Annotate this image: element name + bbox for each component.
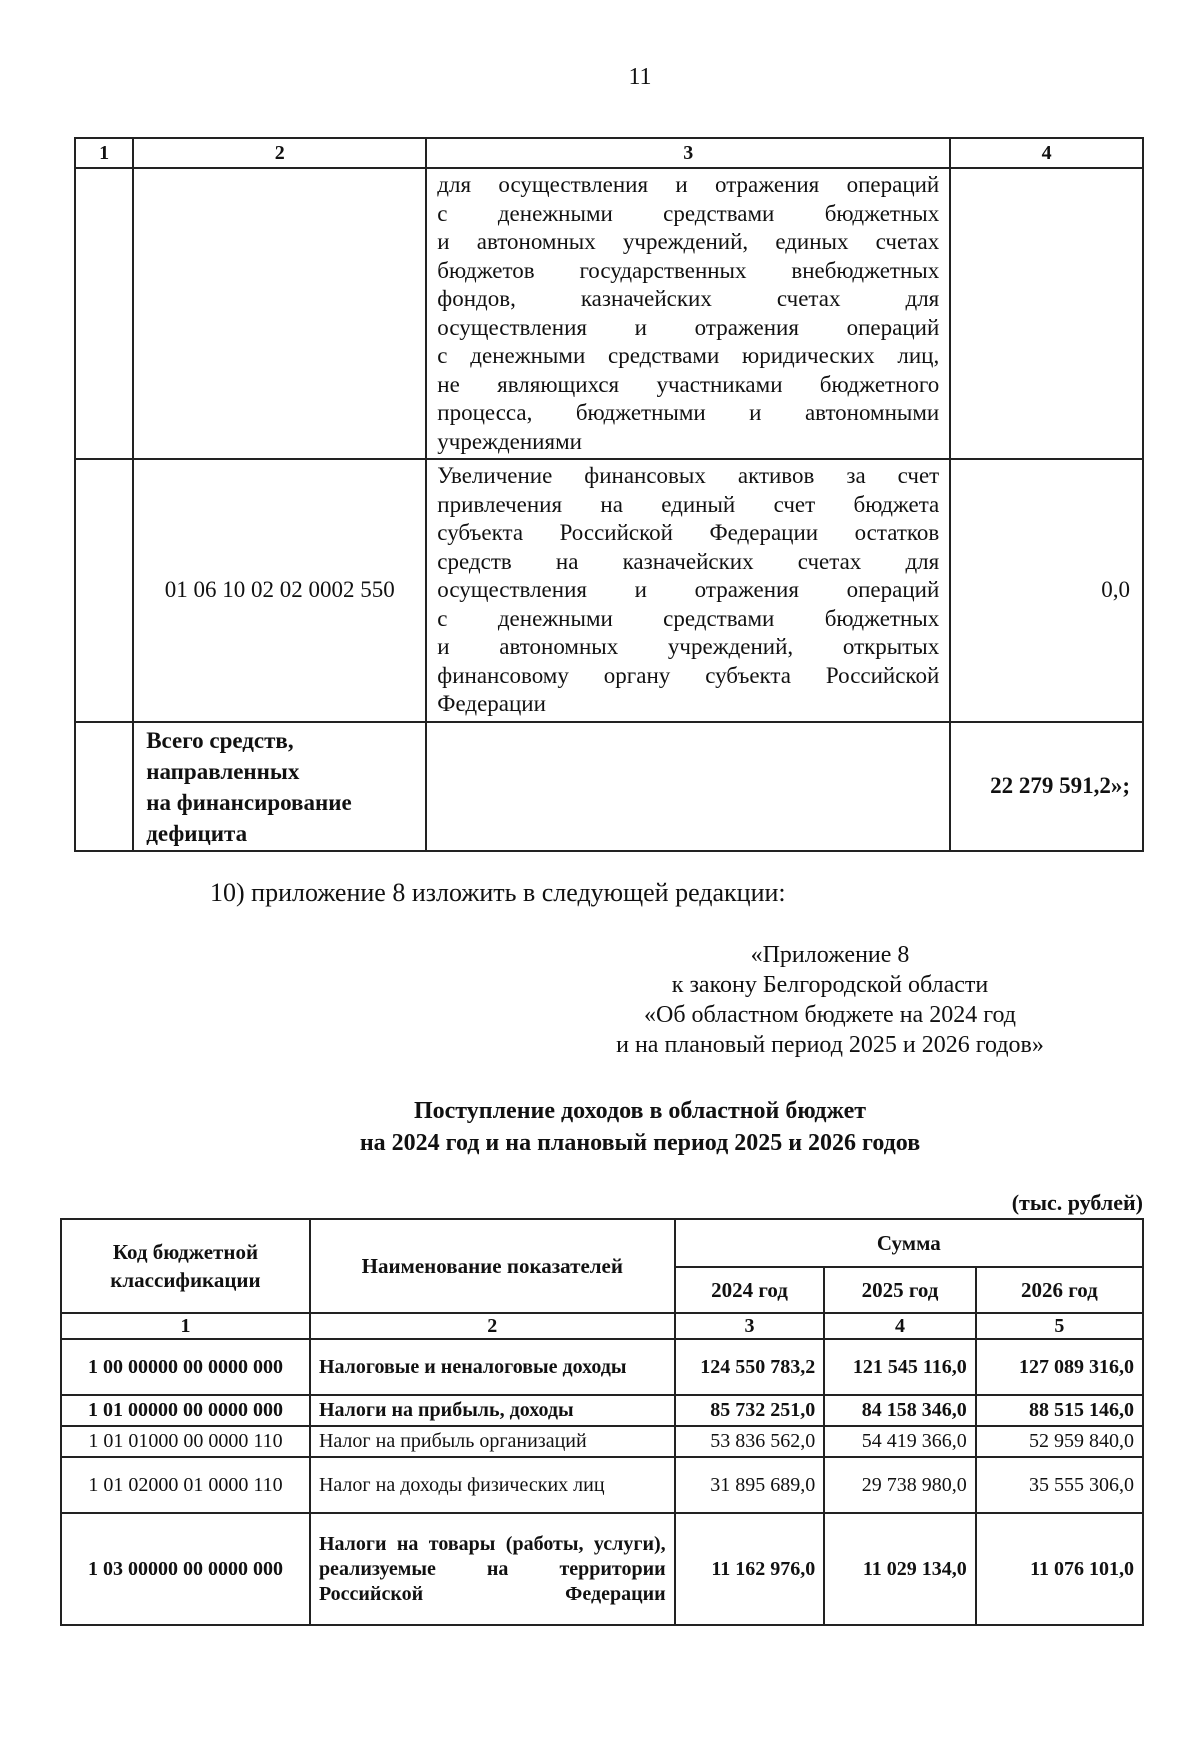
code-cell: 1 01 01000 00 0000 110 — [61, 1426, 310, 1457]
text-line: Федерации — [437, 691, 546, 716]
amount-cell — [950, 168, 1143, 459]
unit-label: (тыс. рублей) — [1011, 1190, 1143, 1215]
table-row — [61, 1426, 1143, 1457]
name-cell: Налог на прибыль организаций — [310, 1426, 675, 1457]
value-2026: 88 515 146,0 — [976, 1395, 1143, 1426]
text-line: фондов, казначейских счетах для — [437, 286, 940, 311]
value-2026: 52 959 840,0 — [976, 1426, 1143, 1457]
column-header-year: 2026 год — [976, 1267, 1143, 1313]
column-number-3: 3 — [426, 138, 950, 168]
text-line: привлечения на единый счет бюджета — [437, 491, 940, 517]
column-number-1: 1 — [75, 138, 133, 168]
value-2026: 127 089 316,0 — [976, 1339, 1143, 1395]
text-line: и автономных учреждений, единых счетах — [437, 229, 940, 254]
text-line: Всего средств, — [146, 727, 294, 753]
column-number: 1 — [61, 1313, 310, 1339]
column-number: 3 — [675, 1313, 825, 1339]
column-number-row — [61, 1313, 1143, 1339]
row-index-cell — [75, 459, 133, 722]
document-title — [0, 1095, 1200, 1159]
page-number: 11 — [628, 64, 652, 90]
name-cell: Налоги на прибыль, доходы — [310, 1395, 675, 1426]
table-row — [61, 1513, 1143, 1625]
column-header-name: Наименование показателей — [310, 1219, 675, 1313]
column-number-4: 4 — [950, 138, 1143, 168]
table-header-row — [61, 1219, 1143, 1267]
column-number: 2 — [310, 1313, 675, 1339]
text-line: осуществления и отражения операций — [437, 314, 940, 340]
amendment-paragraph: 10) приложение 8 изложить в следующей редакции: — [210, 878, 786, 907]
row-index-cell — [75, 722, 133, 851]
table-row — [75, 459, 1143, 722]
value-2024: 124 550 783,2 — [675, 1339, 825, 1395]
text-line: процесса, бюджетными и автономными — [437, 400, 940, 425]
text-line: и автономных учреждений, открытых — [437, 634, 940, 659]
column-number: 5 — [976, 1313, 1143, 1339]
description-cell — [426, 459, 950, 722]
code-cell: 1 01 02000 01 0000 110 — [61, 1457, 310, 1513]
table-row — [75, 168, 1143, 459]
appendix-line: к закону Белгородской области — [671, 972, 989, 998]
table-header-row — [75, 138, 1143, 168]
appendix-line: «Об областном бюджете на 2024 год — [644, 1002, 1016, 1028]
title-line: Поступление доходов в областной бюджет — [413, 1098, 867, 1124]
text-line: направленных — [146, 758, 300, 784]
text-line: дефицита — [146, 820, 248, 846]
text-line: осуществления и отражения операций — [437, 577, 940, 602]
text-line: Увеличение финансовых активов за счет — [437, 463, 940, 488]
total-amount: 22 279 591,2»; — [950, 722, 1143, 851]
text-line: учреждениями — [437, 428, 582, 454]
table-row — [61, 1457, 1143, 1513]
title-line: на 2024 год и на плановый период 2025 и 2026 годов — [359, 1130, 921, 1156]
text-line: с денежными средствами юридических лиц, — [437, 343, 940, 368]
column-header-year: 2025 год — [824, 1267, 976, 1313]
value-2024: 11 162 976,0 — [675, 1513, 825, 1625]
description-cell — [426, 722, 950, 851]
value-2024: 31 895 689,0 — [675, 1457, 825, 1513]
value-2026: 35 555 306,0 — [976, 1457, 1143, 1513]
value-2025: 29 738 980,0 — [824, 1457, 976, 1513]
code-cell: 01 06 10 02 02 0002 550 — [133, 459, 426, 722]
value-2025: 11 029 134,0 — [824, 1513, 976, 1625]
total-label — [133, 722, 426, 851]
income-table — [60, 1218, 1144, 1626]
text-line: бюджетов государственных внебюджетных — [437, 257, 940, 283]
appendix-header — [560, 940, 1100, 1060]
table-row — [61, 1395, 1143, 1426]
financing-table — [74, 137, 1144, 852]
text-line: финансовому органу субъекта Российской — [437, 662, 940, 688]
value-2025: 121 545 116,0 — [824, 1339, 976, 1395]
value-2024: 53 836 562,0 — [675, 1426, 825, 1457]
code-cell — [133, 168, 426, 459]
text-line: с денежными средствами бюджетных — [437, 200, 940, 226]
total-row — [75, 722, 1143, 851]
code-cell: 1 01 00000 00 0000 000 — [61, 1395, 310, 1426]
text-line: с денежными средствами бюджетных — [437, 605, 940, 631]
name-cell: Налоги на товары (работы, услуги), реализуемые на территории Российской Федерации — [310, 1513, 675, 1625]
value-2024: 85 732 251,0 — [675, 1395, 825, 1426]
text-line: субъекта Российской Федерации остатков — [437, 520, 940, 545]
amount-cell: 0,0 — [950, 459, 1143, 722]
name-cell: Налог на доходы физических лиц — [310, 1457, 675, 1513]
table-row — [61, 1339, 1143, 1395]
text-line: на финансирование — [146, 789, 352, 815]
column-number: 4 — [824, 1313, 976, 1339]
column-header-year: 2024 год — [675, 1267, 825, 1313]
value-2026: 11 076 101,0 — [976, 1513, 1143, 1625]
name-cell: Налоговые и неналоговые доходы — [310, 1339, 675, 1395]
code-cell: 1 00 00000 00 0000 000 — [61, 1339, 310, 1395]
code-cell: 1 03 00000 00 0000 000 — [61, 1513, 310, 1625]
text-line: не являющихся участниками бюджетного — [437, 371, 940, 397]
text-line: для осуществления и отражения операций — [437, 172, 940, 197]
value-2025: 84 158 346,0 — [824, 1395, 976, 1426]
value-2025: 54 419 366,0 — [824, 1426, 976, 1457]
appendix-line: «Приложение 8 — [750, 942, 910, 968]
column-header-code: Код бюджетной классификации — [61, 1219, 310, 1313]
column-number-2: 2 — [133, 138, 426, 168]
column-header-sum: Сумма — [675, 1219, 1143, 1267]
text-line: средств на казначейских счетах для — [437, 548, 940, 574]
description-cell — [426, 168, 950, 459]
appendix-line: и на плановый период 2025 и 2026 годов» — [616, 1032, 1044, 1058]
row-index-cell — [75, 168, 133, 459]
